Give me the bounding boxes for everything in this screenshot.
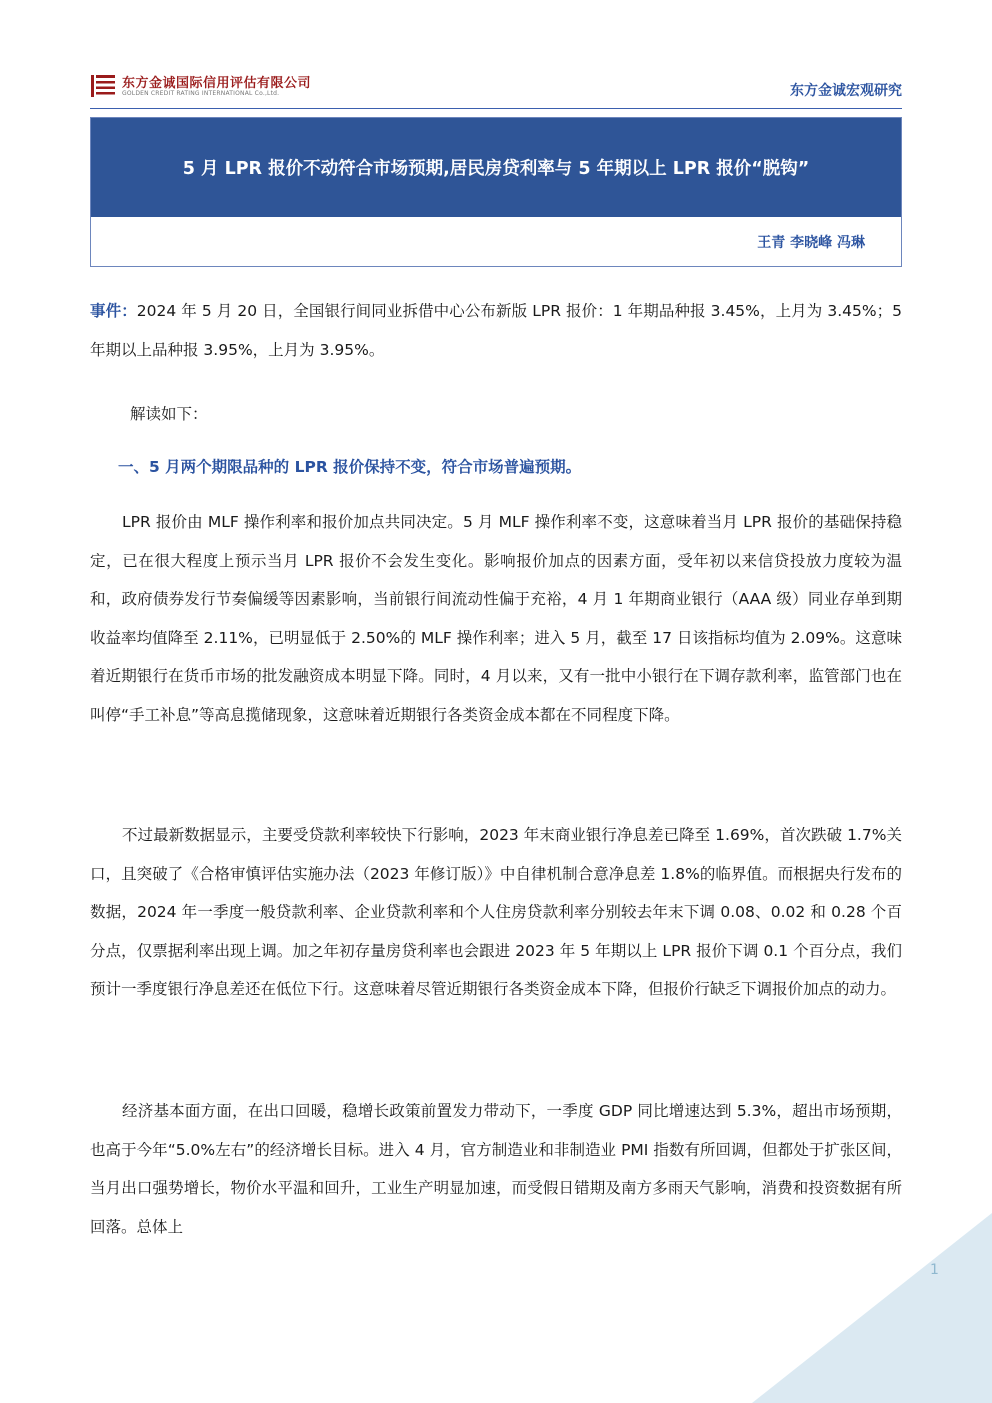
intro-text: 解读如下： [130,405,208,423]
company-logo-icon [90,74,116,98]
page-number: 1 [930,1262,939,1278]
body-paragraph: LPR 报价由 MLF 操作利率和报价加点共同决定。5 月 MLF 操作利率不变，这意味着当月 LPR 报价的基础保持稳定，已在很大程度上预示当月 LPR 报价不会发生变化。影响报价加点的因素方面，受年初以来信贷投放力度较为温和，政府债券发行节奏偏缓等因素影响，当前银行间流动性偏于充裕，4 月 1 年期商业银行（AAA 级）同业存单到期收益率均值降至 2.11%，已明显低于 2.50%的 MLF 操作利率；进入 5 月，截至 17 日该指标均值为 2.09%。这意味着近期银行在货币市场的批发融资成本明显下降。同时，4 月以来，又有一批中小银行在下调存款利率，监管部门也在叫停“手工补息”等高息揽储现象，这意味着近期银行各类资金成本都在不同程度下降。 [90,513,902,724]
page-header [90,66,902,106]
body-paragraph: 不过最新数据显示，主要受贷款利率较快下行影响，2023 年末商业银行净息差已降至 1.69%，首次跌破 1.7%关口，且突破了《合格审慎评估实施办法（2023 年修订版）》中自律机制合意净息差 1.8%的临界值。而根据央行发布的数据，2024 年一季度一般贷款利率、企业贷款利率和个人住房贷款利率分别较去年末下调 0.08、0.02 和 0.28 个百分点，仅票据利率出现上调。加之年初存量房贷利率也会跟进 2023 年 5 年期以上 LPR 报价下调 0.1 个百分点，我们预计一季度银行净息差还在低位下行。这意味着尽管近期银行各类资金成本下降，但报价行缺乏下调报价加点的动力。 [90,826,902,998]
event-text: 2024 年 5 月 20 日，全国银行间同业拆借中心公布新版 LPR 报价：1 年期品种报 3.45%，上月为 3.45%；5 年期以上品种报 3.95%，上月为 3.95%。 [90,302,902,359]
header-divider [90,108,902,109]
report-title: 5 月 LPR 报价不动符合市场预期,居民房贷利率与 5 年期以上 LPR 报价“脱钩” [182,159,810,179]
corner-decoration [732,1203,992,1403]
event-paragraph [90,292,902,369]
section-heading: 一、5 月两个期限品种的 LPR 报价保持不变，符合市场普遍预期。 [118,458,582,476]
authors: 王青 李晓峰 冯琳 [757,235,865,251]
section-label: 东方金诚宏观研究 [790,83,902,99]
company-name: 东方金诚国际信用评估有限公司 [122,76,312,91]
title-box [90,117,902,267]
title-band [91,118,901,217]
company-name-en: GOLDEN CREDIT RATING INTERNATIONAL Co.,Ltd. [122,90,280,97]
event-label: 事件： [90,302,137,320]
body-paragraph: 经济基本面方面，在出口回暖，稳增长政策前置发力带动下，一季度 GDP 同比增速达到 5.3%，超出市场预期，也高于今年“5.0%左右”的经济增长目标。进入 4 月，官方制造业和非制造业 PMI 指数有所回调，但都处于扩张区间，当月出口强势增长，物价水平温和回升，工业生产明显加速，而受假日错期及南方多雨天气影响，消费和投资数据有所回落。总体上 [90,1102,902,1236]
